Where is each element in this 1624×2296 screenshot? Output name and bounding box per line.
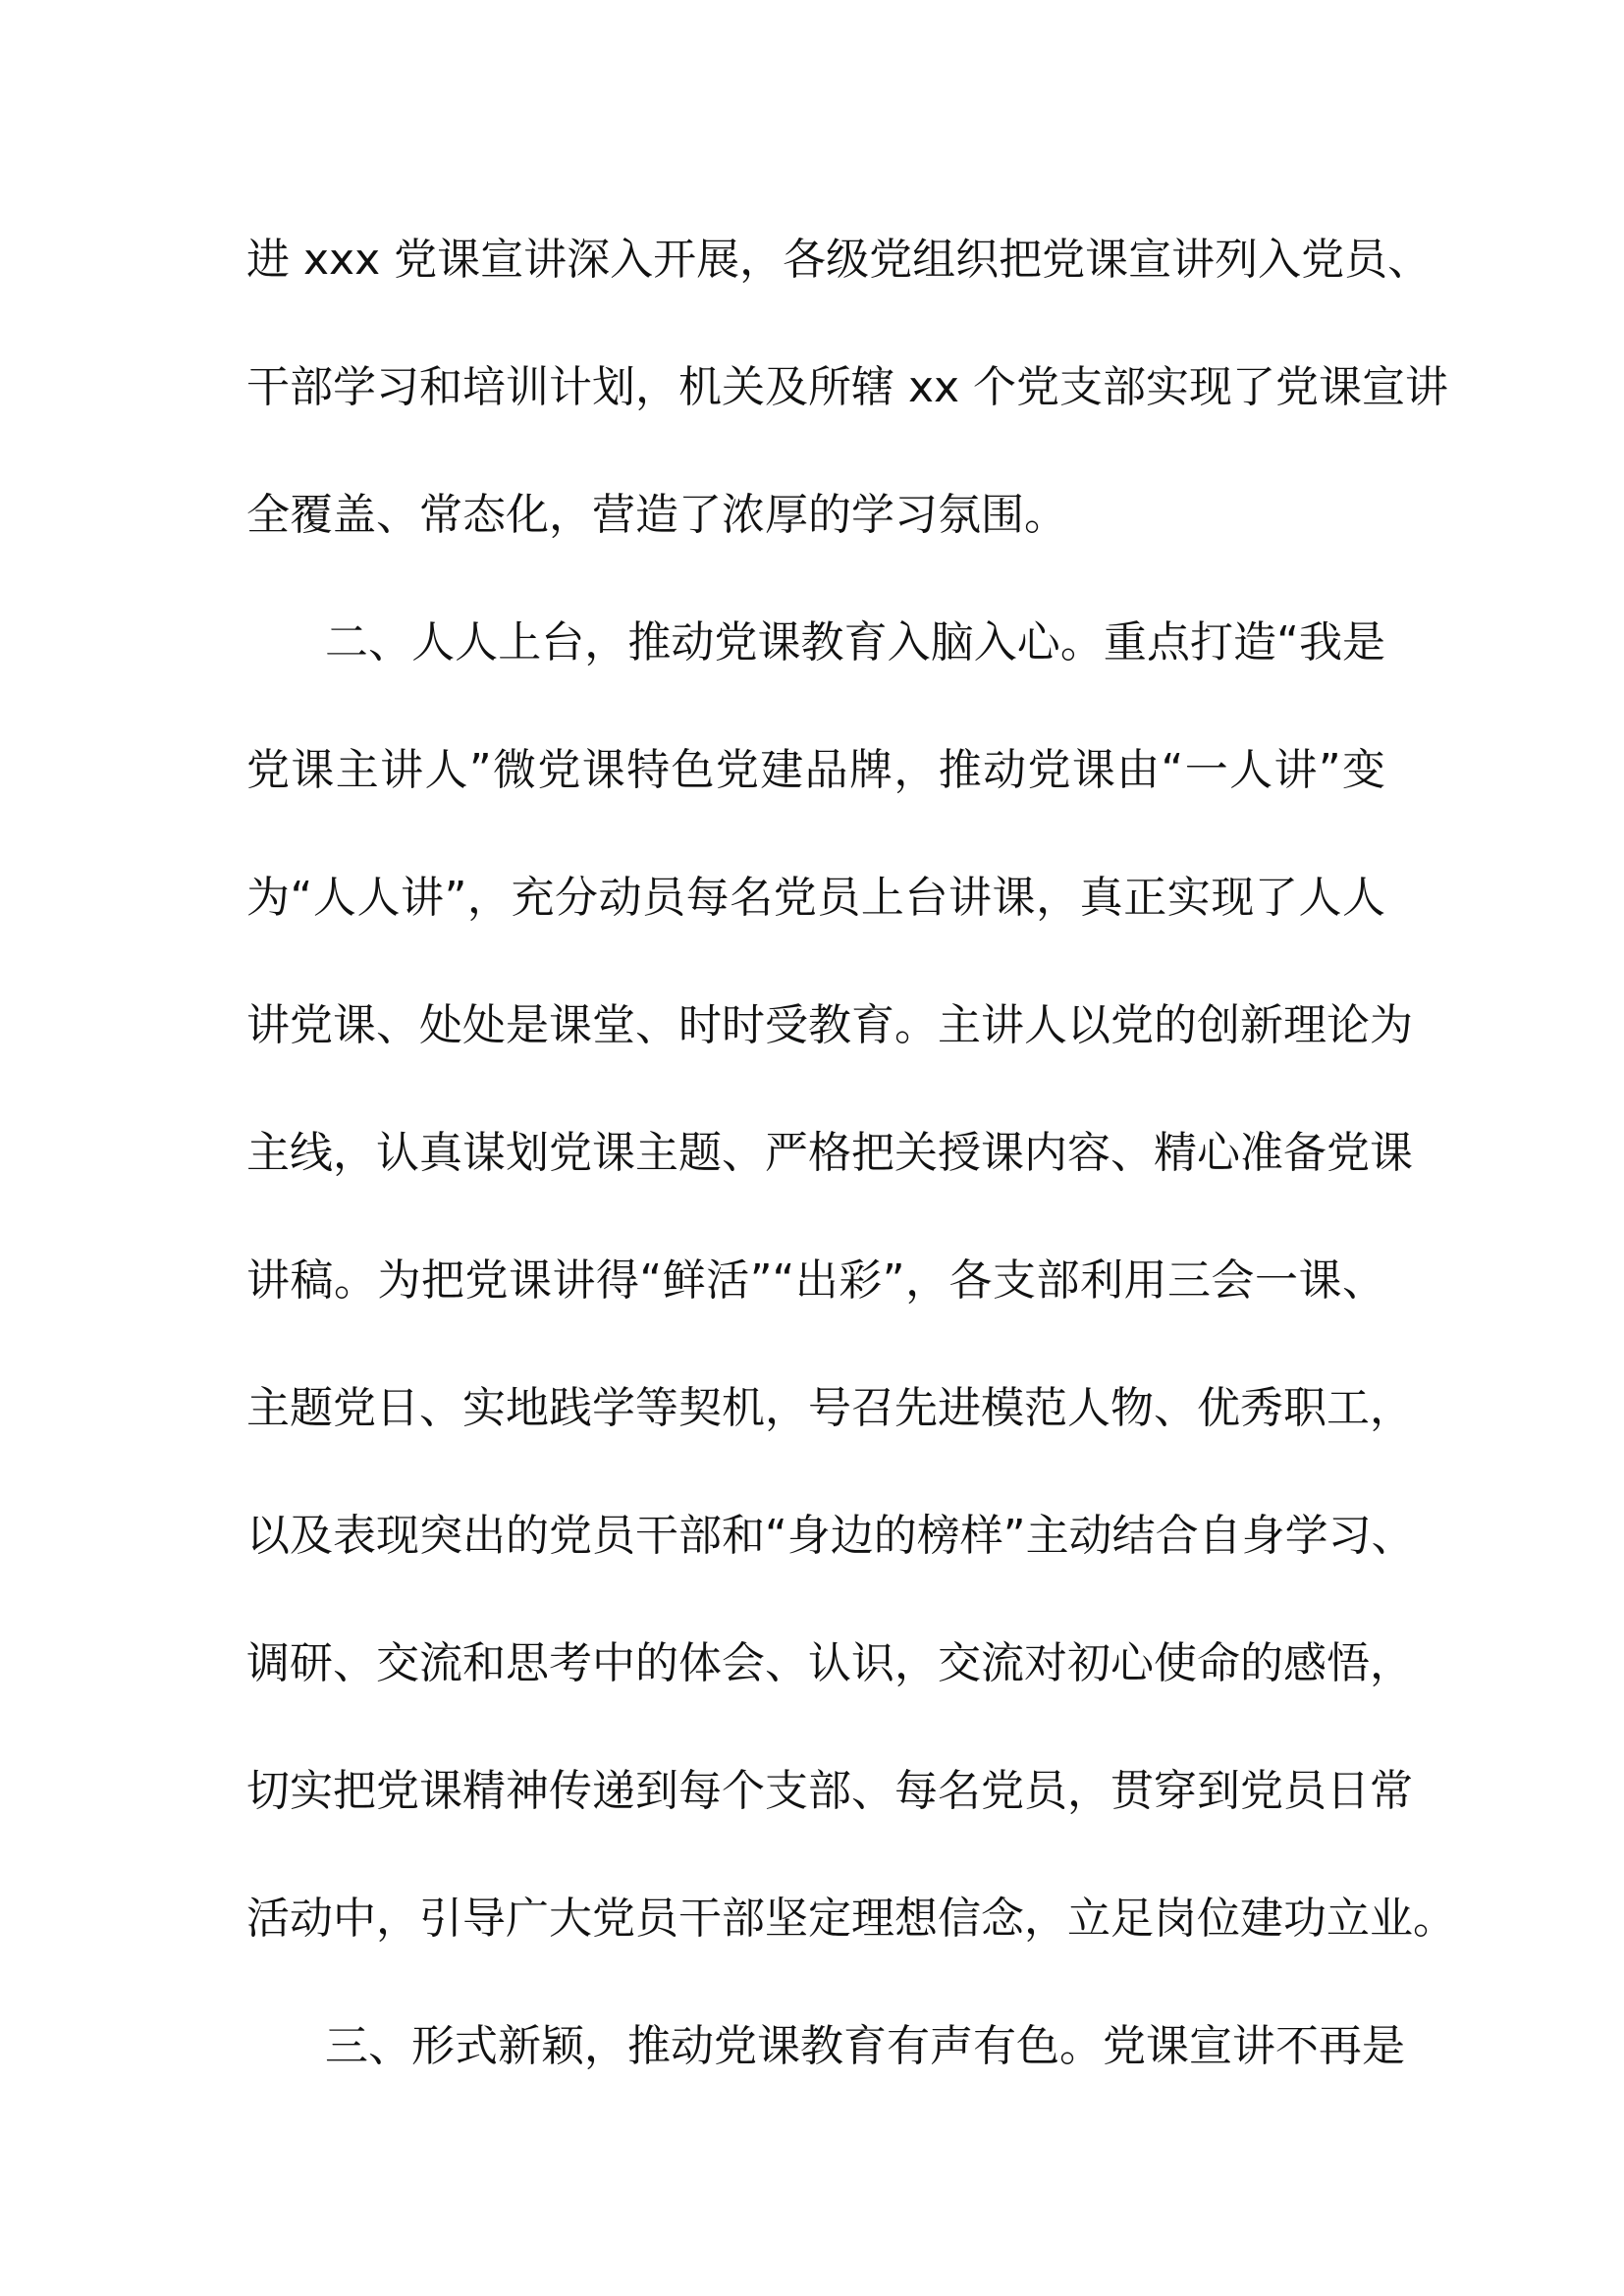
body-text xyxy=(246,221,1456,2135)
section-three-heading-line: 三、形式新颖，推动党课教育有声有色。党课宣讲不再是 xyxy=(325,2021,1405,2071)
text-line: 主线，认真谋划党课主题、严格把关授课内容、精心准备党课 xyxy=(246,1128,1413,1178)
text-line: 讲稿。为把党课讲得“鲜活”“出彩”，各支部利用三会一课、 xyxy=(246,1255,1385,1306)
text-line: 全覆盖、常态化，营造了浓厚的学习氛围。 xyxy=(246,490,1067,540)
section-two-heading-line: 二、人人上台，推动党课教育入脑入心。重点打造“我是 xyxy=(325,617,1385,667)
text-line: 党课主讲人”微党课特色党建品牌，推动党课由“一人讲”变 xyxy=(246,745,1385,795)
text-line: 讲党课、处处是课堂、时时受教育。主讲人以党的创新理论为 xyxy=(246,1000,1413,1050)
text-line: 主题党日、实地践学等契机，号召先进模范人物、优秀职工， xyxy=(246,1383,1413,1433)
text-line: 切实把党课精神传递到每个支部、每名党员，贯穿到党员日常 xyxy=(246,1766,1413,1816)
text-line: 调研、交流和思考中的体会、认识，交流对初心使命的感悟， xyxy=(246,1638,1413,1688)
text-line: 干部学习和培训计划，机关及所辖 xx 个党支部实现了党课宣讲 xyxy=(246,362,1449,412)
text-line: 为“人人讲”，充分动员每名党员上台讲课，真正实现了人人 xyxy=(246,873,1385,923)
text-line: 进 xxx 党课宣讲深入开展，各级党组织把党课宣讲列入党员、 xyxy=(246,235,1432,285)
text-line: 以及表现突出的党员干部和“身边的榜样”主动结合自身学习、 xyxy=(246,1511,1415,1561)
text-line: 活动中，引导广大党员干部坚定理想信念，立足岗位建功立业。 xyxy=(246,1894,1456,1944)
